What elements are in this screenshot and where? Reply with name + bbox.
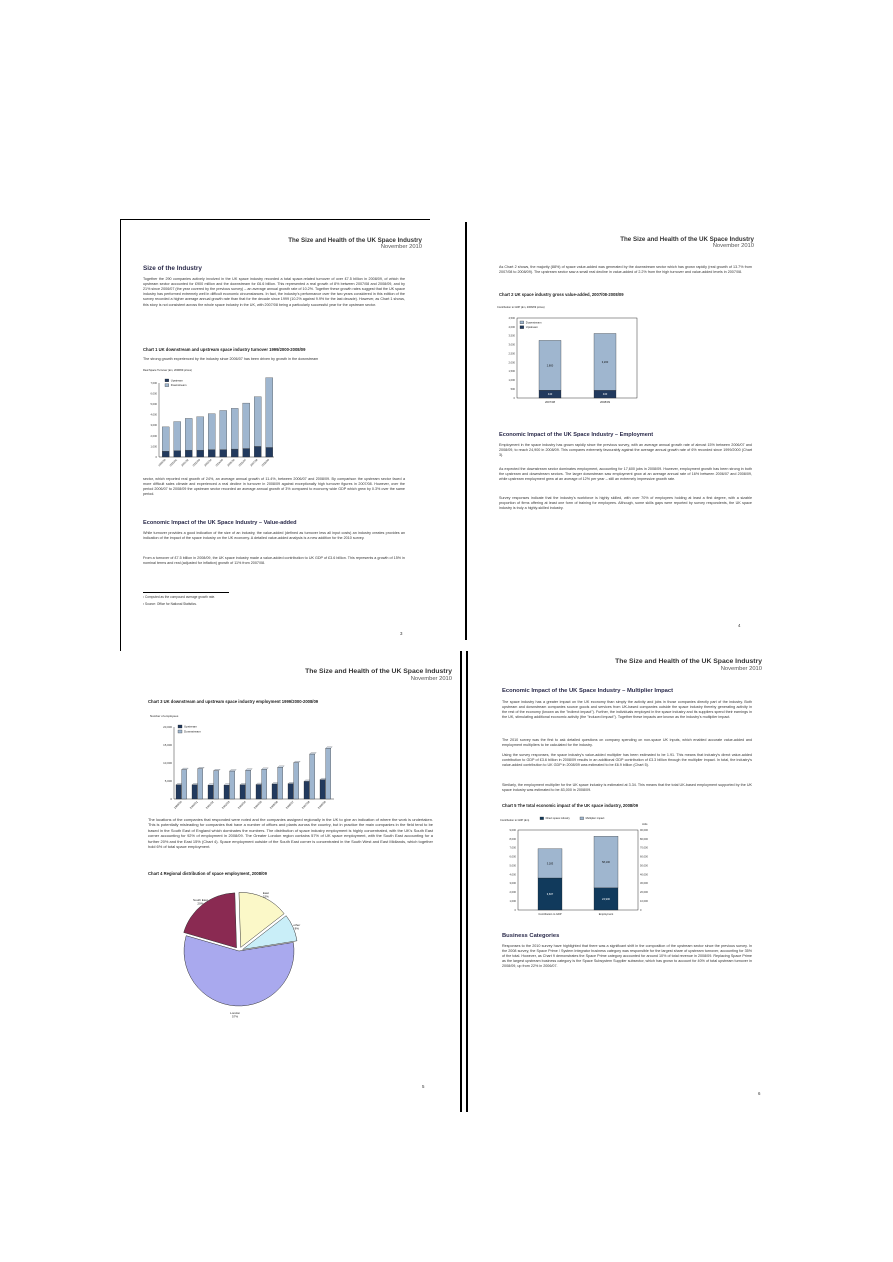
bar (230, 771, 235, 799)
pie-slice (184, 936, 294, 1006)
bar (254, 446, 261, 457)
y-tick-label: 4,500 (508, 316, 515, 320)
y-tick-label: 4,000 (508, 325, 515, 329)
y-tick-label: 4,000 (150, 413, 157, 417)
page-number: 3 (400, 631, 403, 636)
bar-top (246, 769, 253, 771)
bar (320, 780, 325, 799)
bar (243, 449, 250, 457)
section-title: Business Categories (502, 933, 560, 939)
bar (185, 418, 192, 450)
y-tick-label: 8,000 (509, 837, 516, 841)
bar (278, 767, 283, 799)
x-tick-label: 2004/05 (252, 799, 263, 810)
data-label: 440 (547, 393, 553, 397)
footnote-rule (143, 592, 229, 593)
bar (272, 784, 277, 799)
x-tick-label: Contribution to GDP (538, 913, 562, 916)
y-tick-label: 6,000 (150, 392, 157, 396)
bar (304, 781, 309, 799)
y-axis-title-right: Jobs (642, 823, 648, 826)
page-header (288, 237, 422, 251)
bar (174, 451, 181, 457)
bar (208, 785, 213, 799)
bar (192, 785, 197, 799)
y-tick-label: 2,000 (508, 361, 515, 365)
legend-label: Downstream (525, 320, 542, 325)
bar (176, 785, 181, 799)
legend-swatch (520, 321, 524, 324)
y-tick-label: 4,000 (509, 873, 516, 877)
legend-swatch (178, 730, 182, 733)
data-label: 3,200 (601, 360, 609, 364)
bar-top (262, 768, 269, 770)
legend-label: Upstream (170, 378, 183, 383)
bar (262, 769, 267, 799)
paragraph: Similarly, the employment multiplier for the UK space industry is estimated at 3.34. This means that the total UK-based employment supported by the UK space industry was estimated to be 83,000 in 2008/09. (502, 783, 752, 793)
x-tick-label: 2003/04 (236, 799, 247, 810)
legend-swatch (178, 725, 182, 728)
footnote: ² Source: Office for National Statistics. (143, 602, 197, 606)
bar-top (294, 761, 301, 763)
bar (266, 447, 273, 457)
header-date: November 2010 (712, 243, 754, 250)
y-tick-label: 0 (640, 908, 642, 912)
legend-label: Direct space industry (545, 817, 570, 821)
y-tick-label: 1,000 (150, 445, 157, 449)
paragraph: sector, which reported real growth of 24%, an average annual growth of 11.4%, between 2006/07 and 2008/09. By comparison the upstream sector faced a more difficult sales climate and experienced a real decline in turnover in 2008/09 against exceptionally high turnover figures in 2007/08. However, over the period 2006/07 to 2008/09 the upstream sector recorded an average annual growth of 3% compared to economy wide GDP which grew by 0.3% over the same period. (143, 477, 405, 497)
x-tick-label: 2003/04 (203, 458, 213, 468)
chart-2-value-added (495, 302, 645, 406)
paragraph: The locations of the companies that responded were noted and the companies assigned regionally in the UK to give an indication of where the work is undertaken. This is potentially misleading for companies that have a number of offices and plants across the country, but in practice the main companies in the field tend to be based in the South East of England which dominates the numbers. The distribution of space industry employment is highly concentrated, with the UK's South East corner accounting for 92% of employment in 2008/09. The Greater London region contains 57% of UK space employment, with the South East accounting for a further 20% and the East 15% (Chart 4). Space employment outside of the South East corner is concentrated in the South West and East Midlands, which together hold 6% of total space employment. (148, 817, 433, 850)
x-tick-label: Employment (598, 913, 614, 916)
bar (231, 449, 238, 457)
y-tick-label: 5,000 (150, 403, 157, 407)
page-header (620, 236, 754, 250)
chart-title: Chart 1 UK downstream and upstream space industry turnover 1999/2000-2008/09 (143, 347, 306, 352)
legend-label: Downstream (184, 729, 201, 734)
section-title: Size of the Industry (143, 265, 202, 272)
data-label: 24,900 (602, 897, 610, 901)
legend-swatch (165, 379, 169, 382)
x-tick-label: 2001/02 (204, 799, 215, 810)
x-tick-label: 2006/07 (238, 458, 247, 468)
bar (266, 378, 273, 448)
data-label: 58,100 (602, 861, 610, 865)
pie-label: 8% (294, 926, 299, 931)
y-tick-label: 90,000 (640, 828, 648, 832)
x-tick-label: 2000/01 (169, 458, 178, 468)
bar-top (198, 767, 205, 769)
legend-label: Upstream (525, 325, 538, 330)
pie-label: other (293, 922, 301, 927)
chart-5-total-impact (498, 815, 698, 927)
y-tick-label: 0 (170, 797, 172, 802)
bar (224, 785, 229, 799)
bar (246, 770, 251, 799)
y-tick-label: 80,000 (640, 837, 648, 841)
bar (243, 403, 250, 448)
paragraph: Survey responses indicate that the industry's workforce is highly skilled, with over 70% of employees holding at least a first degree, with a sizable proportion of firms offering at least one form of training for employees. Although, some skills gaps were reported by survey respondents, the UK space industry is truly a highly-skilled industry. (499, 496, 752, 511)
bar (214, 771, 219, 799)
pie-label: 15% (262, 894, 269, 899)
chart-4-regional-pie (144, 881, 324, 1019)
x-tick-label: 2001/02 (180, 458, 190, 468)
bar (288, 784, 293, 799)
bar (185, 450, 192, 457)
y-tick-label: 1,000 (509, 900, 516, 904)
legend-swatch (520, 326, 524, 329)
y-tick-label: 40,000 (640, 873, 648, 877)
legend-label: Upstream (184, 724, 198, 729)
y-axis-title: Number of employees (150, 714, 179, 718)
bar (220, 450, 227, 457)
y-tick-label: 20,000 (163, 725, 172, 730)
y-tick-label: 10,000 (163, 761, 172, 766)
page-number: 6 (758, 1091, 761, 1096)
pie-label: East (262, 890, 269, 895)
bar (254, 397, 261, 447)
y-tick-label: 20,000 (640, 891, 648, 895)
paragraph: The strong growth experienced by the industry since 2006/07 has been driven by growth in the downstream (143, 357, 319, 361)
bar-top (326, 747, 333, 749)
y-tick-label: 10,000 (640, 900, 648, 904)
page-number: 5 (422, 1084, 425, 1089)
bar (162, 427, 169, 451)
bar (174, 422, 181, 451)
data-label: 430 (602, 393, 608, 397)
page-6 (466, 651, 770, 1112)
x-tick-label: 2008/09 (316, 799, 327, 810)
paragraph: The space industry has a greater impact on the UK economy than simply the activity and jobs in those companies directly part of the industry. Both upstream and downstream companies source goods and services from UK-based companies outside the space industry thereby generating activity in the rest of the economy (known as the "indirect impact"). Further, the individuals employed in the space industry and its suppliers spend their earnings in the UK, stimulating additional economic activity (the "induced impact"). Together these impacts are known as the industry's multiplier impact. (502, 700, 752, 720)
paragraph: Together the 290 companies actively involved in the UK space industry recorded a total space-related turnover of over £7.5 billion in 2008/09, of which the upstream sector accounted for £900 million and the downstream for £6.6 billion. This represented a real growth of 8% between 2007/08 and 2008/09, and by 21% since 2006/07 (the year covered by the previous survey) – an average annual growth rate of 10.2%. Together these growth rates suggest that the UK space industry has performed extremely well in difficult economic circumstances. In fact, the industry's performance over the two years considered in this edition of the survey recorded a higher average annual growth rate than that for the decade since 1999 (10.2% against 9.9% for the last decade). However, as Chart 1 shows, this story is not consistent across the whole space industry in the UK, with 2007/08 being a particularly successful year for the upstream sector. (143, 277, 405, 307)
y-tick-label: 500 (510, 388, 515, 392)
y-tick-label: 9,000 (509, 828, 516, 832)
header-date: November 2010 (410, 675, 452, 682)
y-tick-label: 15,000 (163, 743, 172, 748)
x-tick-label: 2002/03 (192, 458, 201, 468)
chart-title: Chart 3 UK downstream and upstream space industry employment 1999/2000-2008/09 (148, 699, 319, 704)
footnote: ¹ Computed as the compound average growth rate. (143, 595, 216, 599)
bar-top (214, 769, 221, 771)
chart-title: Chart 5 The total economic impact of the UK space industry, 2008/09 (502, 803, 639, 808)
data-label: 3,283 (546, 862, 554, 866)
page-4 (465, 222, 762, 640)
bar (197, 417, 204, 450)
y-axis-title: Real Space Turnover (£m, 2008/09 prices) (143, 369, 192, 372)
paragraph: Using the survey responses, the space industry's value-added multiplier has been estimated to be 1.91. This means that industry's direct value-added contribution to GDP of £3.6 billion in 2008/09 results in an additional GDP contribution of £3.3 billion through the multiplier impact. In total, the industry's value-added contribution to UK GDP in 2008/09 was estimated to be £6.9 billion (Chart 5). (502, 753, 752, 768)
bar-top (278, 766, 285, 768)
paragraph: While turnover provides a good indication of the size of an industry, the value-added (defined as turnover less all input costs) an industry creates provides an indication of the impact of the space industry on the UK economy. A detailed value-added analysis is a new addition for the 2010 survey. (143, 531, 405, 541)
bar (162, 451, 169, 457)
bar (197, 450, 204, 457)
bar (208, 414, 215, 450)
data-label: 2,800 (546, 364, 554, 368)
x-tick-label: 2007/08 (249, 458, 259, 468)
y-tick-label: 30,000 (640, 882, 648, 886)
plot-frame (517, 318, 637, 398)
bar (240, 785, 245, 799)
header-date: November 2010 (380, 244, 422, 251)
y-tick-label: 2,000 (509, 891, 516, 895)
y-tick-label: 7,000 (509, 846, 516, 850)
y-axis-title-left: Contribution to GDP (£m) (500, 819, 530, 822)
header-title: The Size and Health of the UK Space Industry (305, 668, 452, 675)
bar-top (230, 770, 237, 772)
x-tick-label: 2008/09 (261, 458, 270, 468)
y-tick-label: 50,000 (640, 864, 648, 868)
y-tick-label: 5,000 (164, 779, 172, 784)
bar (220, 410, 227, 449)
y-tick-label: 2,500 (508, 352, 515, 356)
page-header (615, 658, 762, 672)
bar (294, 763, 299, 799)
legend-swatch (540, 817, 544, 820)
bar-top (310, 753, 317, 755)
y-tick-label: 1,000 (508, 379, 515, 383)
section-title: Economic Impact of the UK Space Industry – Value-added (143, 520, 297, 526)
header-title: The Size and Health of the UK Space Industry (615, 658, 762, 665)
y-tick-label: 7,000 (150, 381, 157, 385)
bar-top (182, 768, 189, 770)
y-tick-label: 60,000 (640, 855, 648, 859)
pie-label: South East (193, 898, 208, 903)
paragraph: As expected the downstream sector dominates employment, accounting for 17,600 jobs in 2008/09. However, employment growth has been strong in both the upstream and downstream sectors. The larger downstream saw employment grow at an average annual rate of 16% between 2006/07 and 2008/09, while upstream employment grew at an average of 12% per year – still an extremely impressive growth rate. (499, 467, 752, 482)
bar (310, 754, 315, 799)
y-tick-label: 3,000 (509, 882, 516, 886)
y-tick-label: 3,000 (150, 424, 157, 428)
header-title: The Size and Health of the UK Space Industry (620, 236, 754, 243)
bar (326, 748, 331, 799)
paragraph: As Chart 2 shows, the majority (88%) of space value-added was generated by the downstream sector which has grown rapidly (real growth of 13.7% from 2007/08 to 2008/09). The upstream sector saw a small real decline in value-added of 2.2% from the high turnover and value-added levels in 2007/08. (499, 265, 752, 275)
paragraph: Responses to the 2010 survey have highlighted that there was a significant shift in the composition of the upstream sector since the previous survey. In the 2008 survey, the Space Prime / System Integrator business category was responsible for the largest share of upstream turnover, accounting for 35% of the total. However, as Chart 9 demonstrates the Space Prime category accounted for around 10% of total revenue in 2008/09. Replacing Space Prime as the largest upstream business category is the Space Subsystem Supplier subsector, which has grown to account for 40% of total upstream turnover in 2008/09, up from 22% in 2006/07. (502, 944, 752, 969)
x-tick-label: 2008/09 (599, 400, 611, 404)
header-date: November 2010 (720, 665, 762, 672)
bar (182, 770, 187, 799)
y-tick-label: 70,000 (640, 846, 648, 850)
paragraph: The 2010 survey was the first to ask detailed questions on company spending on non-space UK inputs, which enabled accurate value-added and employment multipliers to be calculated for the industry. (502, 738, 752, 748)
x-tick-label: 2005/06 (226, 458, 236, 468)
pie-label: 57% (232, 1014, 239, 1019)
x-tick-label: 2006/07 (284, 799, 295, 810)
x-tick-label: 2007/08 (544, 400, 556, 404)
y-tick-label: 2,000 (150, 434, 157, 438)
page-3 (120, 219, 430, 652)
data-label: 3,607 (546, 893, 554, 896)
section-title: Economic Impact of the UK Space Industry – Employment (499, 432, 654, 438)
y-tick-label: 5,000 (509, 864, 516, 868)
section-title: Economic Impact of the UK Space Industry – Multiplier Impact (502, 688, 674, 694)
x-tick-label: 2004/05 (215, 458, 224, 468)
bar (231, 408, 238, 449)
x-tick-label: 2005/06 (268, 799, 279, 810)
pie-label: 20% (197, 901, 204, 906)
plot-frame (518, 830, 638, 910)
y-tick-label: 0 (513, 396, 515, 400)
x-tick-label: 1999/00 (157, 458, 167, 468)
bar (256, 785, 261, 799)
y-tick-label: 0 (155, 455, 157, 459)
chart-1-turnover (139, 365, 279, 475)
paragraph: From a turnover of £7.5 billion in 2008/09, the UK space industry made a value-added contribution to UK GDP of £3.6 billion. This represents a growth of 15% in nominal terms and real (adjusted for inflation) growth of 11% from 2007/08. (143, 556, 405, 566)
legend-label: Downstream (170, 383, 187, 388)
bar (198, 769, 203, 799)
page-header (305, 668, 452, 682)
y-tick-label: 6,000 (509, 855, 516, 859)
y-tick-label: 0 (514, 908, 516, 912)
x-tick-label: 1999/00 (172, 799, 183, 810)
chart-3-employment (144, 711, 344, 827)
x-tick-label: 2002/03 (220, 799, 231, 810)
page-number: 4 (738, 623, 741, 628)
legend-swatch (165, 384, 169, 387)
y-tick-label: 1,500 (508, 370, 515, 374)
pie-label: London (230, 1010, 241, 1015)
x-tick-label: 2000/01 (188, 799, 199, 810)
legend-swatch (580, 817, 584, 820)
x-tick-label: 2007/08 (300, 799, 311, 810)
header-title: The Size and Health of the UK Space Industry (288, 237, 422, 244)
y-tick-label: 3,000 (508, 343, 515, 347)
legend-label: Multiplier impact (585, 817, 605, 821)
chart-title: Chart 4 Regional distribution of space employment, 2008/09 (148, 871, 267, 876)
bar (208, 450, 215, 457)
y-tick-label: 3,500 (508, 334, 515, 338)
page-5 (120, 651, 462, 1112)
chart-title: Chart 2 UK space industry gross value-added, 2007/08-2008/09 (499, 292, 624, 297)
paragraph: Employment in the space industry has grown rapidly since the previous survey, with an average annual growth rate of almost 15% between 2006/07 and 2008/09, to reach 24,900 in 2008/09. This compares extremely favourably against the average annual growth rate of 6% recorded since 1999/2000 (Chart 3). (499, 443, 752, 458)
y-axis-title: Contribution to GDP (£m, 2008/09 prices) (497, 306, 545, 309)
